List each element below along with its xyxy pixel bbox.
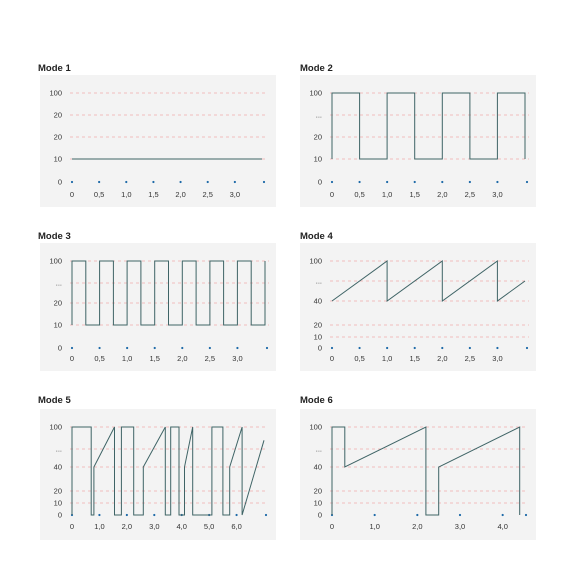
y-tick-label: 20 <box>53 132 62 142</box>
y-tick-label: ... <box>315 110 322 120</box>
x-tick-dot <box>152 181 154 183</box>
y-tick-label: 20 <box>313 486 322 496</box>
y-tick-label: 10 <box>53 320 62 330</box>
x-tick-dot <box>386 181 388 183</box>
x-tick-label: 1,5 <box>149 354 160 363</box>
x-tick-label: 6,0 <box>231 522 242 531</box>
x-tick-dot <box>263 181 265 183</box>
x-tick-dot <box>125 181 127 183</box>
x-tick-label: 0,5 <box>354 354 365 363</box>
x-tick-dot <box>126 347 128 349</box>
chart-panel-mode-3 <box>40 243 276 371</box>
y-tick-label: ... <box>315 276 322 286</box>
x-tick-dot <box>358 347 360 349</box>
y-tick-label: 100 <box>49 422 62 432</box>
x-tick-label: 0 <box>329 522 335 531</box>
x-tick-label: 1,5 <box>409 190 420 199</box>
x-tick-dot <box>71 347 73 349</box>
y-tick-label: 0 <box>57 510 62 520</box>
x-tick-dot <box>496 181 498 183</box>
chart-panel-mode-4 <box>300 243 536 371</box>
x-tick-label: 0,5 <box>94 354 105 363</box>
x-tick-label: 0 <box>69 190 75 199</box>
chart-svg-mode-5 <box>40 409 276 540</box>
x-tick-dot <box>441 181 443 183</box>
x-tick-dot <box>331 181 333 183</box>
y-tick-label: 20 <box>313 132 322 142</box>
x-tick-dot <box>469 347 471 349</box>
x-tick-dot <box>502 514 504 516</box>
x-tick-label: 0 <box>329 354 335 363</box>
chart-svg-mode-3 <box>40 243 276 371</box>
x-tick-dot <box>358 181 360 183</box>
chart-panel-mode-1 <box>40 75 276 207</box>
x-tick-label: 2,0 <box>121 522 133 531</box>
x-tick-label: 3,0 <box>454 522 466 531</box>
x-tick-label: 1,0 <box>94 522 105 531</box>
x-tick-dot <box>266 347 268 349</box>
x-tick-dot <box>469 181 471 183</box>
x-tick-label: 0,5 <box>354 190 365 199</box>
x-tick-label: 0,5 <box>93 190 105 199</box>
x-tick-label: 3,0 <box>229 190 241 199</box>
x-tick-dot <box>153 514 155 516</box>
y-tick-label: 20 <box>53 298 62 308</box>
x-tick-dot <box>126 514 128 516</box>
x-tick-dot <box>414 181 416 183</box>
y-tick-label: 0 <box>317 510 322 520</box>
x-tick-dot <box>414 347 416 349</box>
y-tick-label: 10 <box>53 154 62 164</box>
x-tick-dot <box>98 181 100 183</box>
x-tick-dot <box>416 514 418 516</box>
y-tick-label: 40 <box>313 296 322 306</box>
chart-panel-mode-2 <box>300 75 536 207</box>
y-tick-label: 20 <box>53 486 62 496</box>
x-tick-dot <box>234 181 236 183</box>
y-tick-label: 100 <box>49 256 62 266</box>
x-tick-label: 1,5 <box>148 190 159 199</box>
x-tick-dot <box>181 347 183 349</box>
y-tick-label: 40 <box>53 462 62 472</box>
x-tick-dot <box>236 347 238 349</box>
y-tick-label: 0 <box>57 177 62 187</box>
x-tick-label: 3,0 <box>492 354 503 363</box>
y-tick-label: 100 <box>309 88 322 98</box>
x-tick-dot <box>441 347 443 349</box>
chart-svg-mode-2 <box>300 75 536 207</box>
x-tick-label: 1,0 <box>121 190 132 199</box>
x-tick-label: 1,0 <box>121 354 133 363</box>
x-tick-dot <box>526 181 528 183</box>
x-tick-dot <box>98 514 100 516</box>
x-tick-label: 3,0 <box>149 522 160 531</box>
y-tick-label: 0 <box>317 177 322 187</box>
x-tick-label: 5,0 <box>203 522 215 531</box>
y-tick-label: 10 <box>53 498 62 508</box>
x-tick-label: 4,0 <box>497 522 508 531</box>
series-line <box>72 427 264 515</box>
y-tick-label: 0 <box>317 343 322 353</box>
y-tick-label: 10 <box>313 498 322 508</box>
series-line <box>332 93 525 159</box>
x-tick-label: 2,0 <box>437 354 448 363</box>
x-tick-label: 1,0 <box>381 354 393 363</box>
x-tick-dot <box>235 514 237 516</box>
x-tick-dot <box>207 181 209 183</box>
chart-svg-mode-6 <box>300 409 536 540</box>
panel-title-mode-4: Mode 4 <box>300 231 333 242</box>
x-tick-dot <box>459 514 461 516</box>
x-tick-dot <box>331 347 333 349</box>
y-tick-label: 100 <box>49 88 62 98</box>
x-tick-dot <box>98 347 100 349</box>
x-tick-dot <box>386 347 388 349</box>
y-tick-label: 40 <box>313 462 322 472</box>
panel-title-mode-1: Mode 1 <box>38 63 71 74</box>
x-tick-label: 4,0 <box>176 522 187 531</box>
y-tick-label: 100 <box>309 256 322 266</box>
x-tick-dot <box>374 514 376 516</box>
x-tick-dot <box>526 347 528 349</box>
chart-panel-mode-5 <box>40 409 276 540</box>
x-tick-dot <box>71 181 73 183</box>
x-tick-label: 1,5 <box>409 354 420 363</box>
x-tick-label: 1,0 <box>381 190 393 199</box>
x-tick-label: 0 <box>69 354 75 363</box>
x-tick-dot <box>265 514 267 516</box>
panel-title-mode-3: Mode 3 <box>38 231 71 242</box>
x-tick-dot <box>525 514 527 516</box>
y-tick-label: ... <box>55 444 62 454</box>
x-tick-dot <box>154 347 156 349</box>
panel-title-mode-6: Mode 6 <box>300 395 333 406</box>
y-tick-label: 10 <box>313 332 322 342</box>
x-tick-label: 2,0 <box>437 190 448 199</box>
x-tick-label: 0 <box>329 190 335 199</box>
panel-title-mode-2: Mode 2 <box>300 63 333 74</box>
x-tick-label: 0 <box>69 522 75 531</box>
x-tick-label: 2,5 <box>202 190 213 199</box>
x-tick-label: 2,5 <box>464 354 476 363</box>
x-tick-dot <box>209 347 211 349</box>
x-tick-label: 1,0 <box>369 522 380 531</box>
x-tick-dot <box>496 347 498 349</box>
chart-panel-mode-6 <box>300 409 536 540</box>
y-tick-label: ... <box>55 278 62 288</box>
x-tick-label: 2,0 <box>175 190 186 199</box>
x-tick-label: 2,0 <box>177 354 188 363</box>
chart-svg-mode-4 <box>300 243 536 371</box>
y-tick-label: 0 <box>57 343 62 353</box>
chart-svg-mode-1 <box>40 75 276 207</box>
y-tick-label: ... <box>315 444 322 454</box>
series-line <box>72 261 265 325</box>
x-tick-dot <box>179 181 181 183</box>
x-tick-label: 3,0 <box>232 354 243 363</box>
x-tick-label: 2,5 <box>204 354 216 363</box>
y-tick-label: 10 <box>313 154 322 164</box>
y-tick-label: 20 <box>53 110 62 120</box>
x-tick-label: 2,5 <box>464 190 476 199</box>
y-tick-label: 100 <box>309 422 322 432</box>
series-line <box>332 427 520 515</box>
x-tick-label: 2,0 <box>412 522 423 531</box>
panel-title-mode-5: Mode 5 <box>38 395 71 406</box>
x-tick-label: 3,0 <box>492 190 503 199</box>
y-tick-label: 20 <box>313 320 322 330</box>
